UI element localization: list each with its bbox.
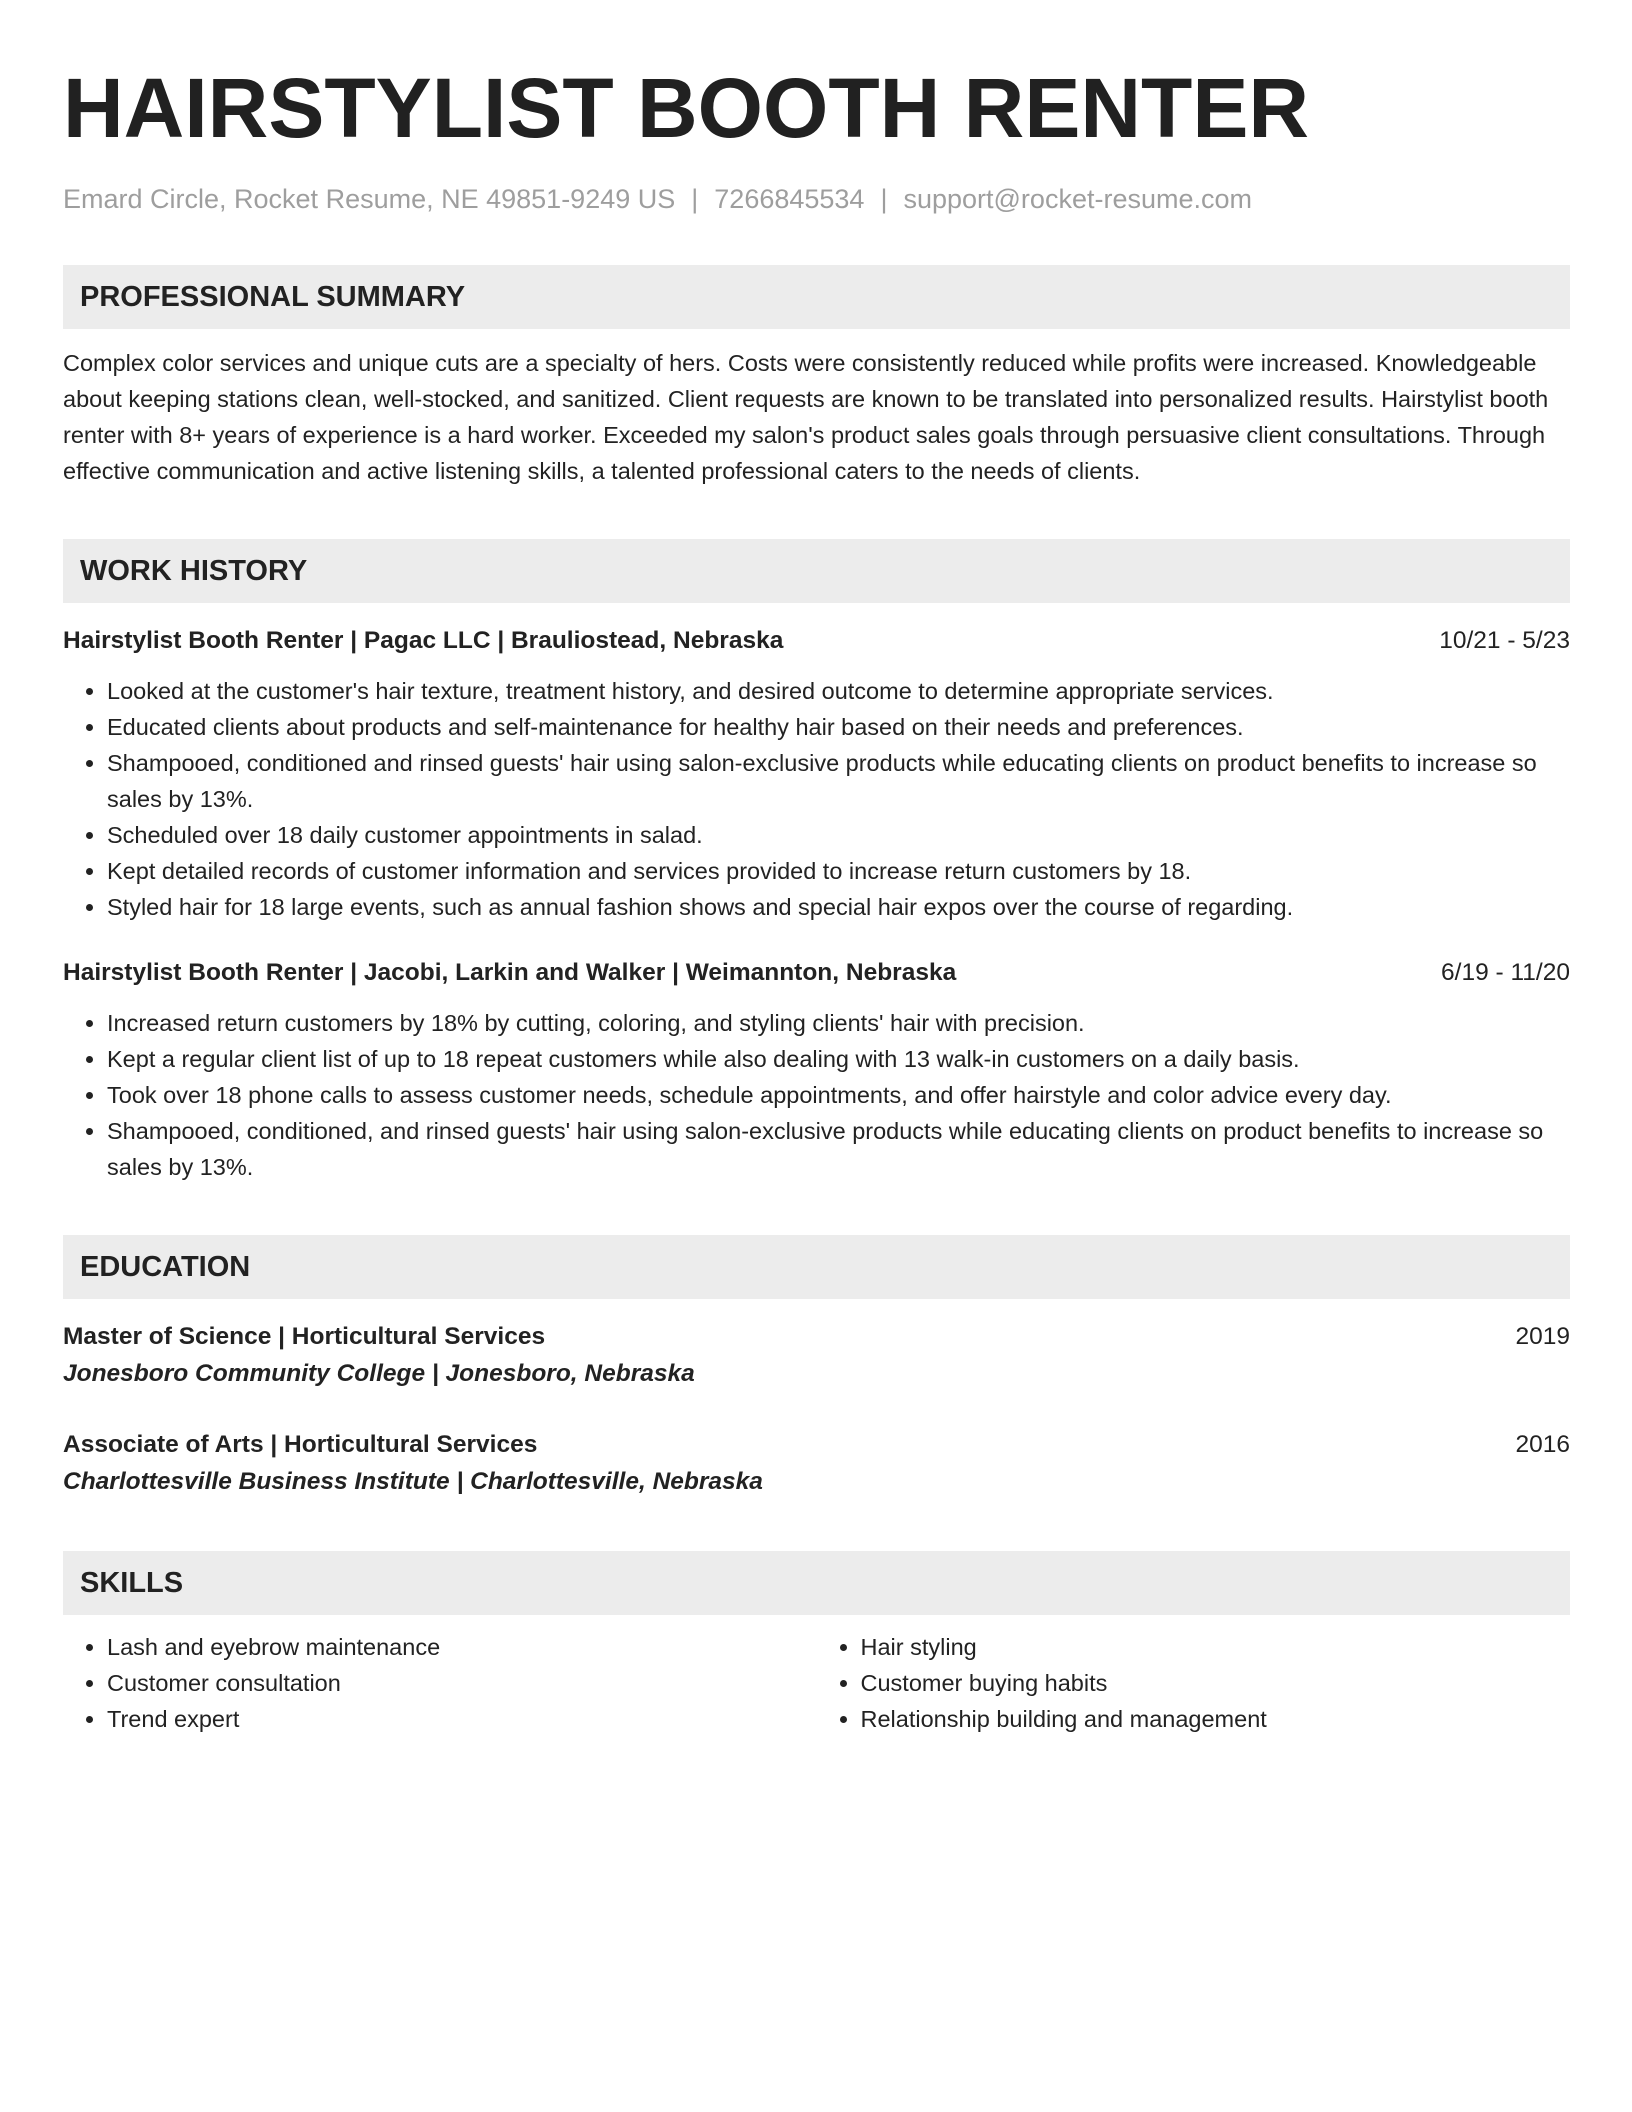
education-entry xyxy=(63,1319,1570,1393)
education-year: 2019 xyxy=(1515,1323,1570,1350)
list-item: • Hair styling xyxy=(861,1629,1571,1665)
job-bullets xyxy=(63,673,1570,925)
contact-phone: 7266845534 xyxy=(714,184,865,214)
list-item: • Styled hair for 18 large events, such as annual fashion shows and special hair expos over the course of regarding. xyxy=(107,889,1570,925)
job-header xyxy=(63,955,1570,991)
candidate-name: HAIRSTYLIST BOOTH RENTER xyxy=(63,61,1310,155)
job-dates: 10/21 - 5/23 xyxy=(1439,627,1570,654)
job-title: Hairstylist Booth Renter | Jacobi, Larkin and Walker | Weimannton, Nebraska xyxy=(63,959,957,986)
list-item: • Looked at the customer's hair texture, treatment history, and desired outcome to determine appropriate services. xyxy=(107,673,1570,709)
education-entry xyxy=(63,1427,1570,1501)
list-item: • Shampooed, conditioned, and rinsed guests' hair using salon-exclusive products while educating clients on product benefits to increase so sales by 13%. xyxy=(107,1113,1570,1185)
education-degree: Associate of Arts | Horticultural Services xyxy=(63,1431,538,1458)
contact-address: Emard Circle, Rocket Resume, NE 49851-9249 US xyxy=(63,184,676,214)
job-header xyxy=(63,623,1570,659)
list-item: • Kept a regular client list of up to 18 repeat customers while also dealing with 13 walk-in customers on a daily basis. xyxy=(107,1041,1570,1077)
section-heading-skills: SKILLS xyxy=(63,1551,1570,1615)
section-heading-work-history: WORK HISTORY xyxy=(63,539,1570,603)
job-dates: 6/19 - 11/20 xyxy=(1441,959,1570,986)
list-item: • Took over 18 phone calls to assess customer needs, schedule appointments, and offer hairstyle and color advice every day. xyxy=(107,1077,1570,1113)
education-school: Charlottesville Business Institute | Charlottesville, Nebraska xyxy=(63,1468,763,1495)
section-heading-summary: PROFESSIONAL SUMMARY xyxy=(63,265,1570,329)
list-item: • Relationship building and management xyxy=(861,1701,1571,1737)
job-bullets xyxy=(63,1005,1570,1185)
list-item: • Educated clients about products and self-maintenance for healthy hair based on their needs and preferences. xyxy=(107,709,1570,745)
list-item: • Increased return customers by 18% by cutting, coloring, and styling clients' hair with precision. xyxy=(107,1005,1570,1041)
list-item: • Customer buying habits xyxy=(861,1665,1571,1701)
education-degree: Master of Science | Horticultural Services xyxy=(63,1323,546,1350)
job-title: Hairstylist Booth Renter | Pagac LLC | Brauliostead, Nebraska xyxy=(63,627,784,654)
contact-email: support@rocket-resume.com xyxy=(903,184,1252,214)
skills-columns xyxy=(63,1629,1570,1737)
education-year: 2016 xyxy=(1515,1431,1570,1458)
list-item: • Trend expert xyxy=(107,1701,817,1737)
list-item: • Kept detailed records of customer information and services provided to increase return customers by 18. xyxy=(107,853,1570,889)
contact-line xyxy=(63,184,1570,215)
contact-separator: | xyxy=(691,184,699,214)
skills-list-right xyxy=(817,1629,1571,1737)
education-header xyxy=(63,1427,1570,1463)
section-heading-education: EDUCATION xyxy=(63,1235,1570,1299)
list-item: • Shampooed, conditioned and rinsed guests' hair using salon-exclusive products while educating clients on product benefits to increase so sales by 13%. xyxy=(107,745,1570,817)
list-item: • Customer consultation xyxy=(107,1665,817,1701)
job-entry xyxy=(63,623,1570,925)
job-entry xyxy=(63,955,1570,1185)
list-item: • Lash and eyebrow maintenance xyxy=(107,1629,817,1665)
contact-separator: | xyxy=(880,184,888,214)
education-school: Jonesboro Community College | Jonesboro, Nebraska xyxy=(63,1360,695,1387)
summary-text: Complex color services and unique cuts are a specialty of hers. Costs were consistently reduced while profits were increased. Knowledgeable about keeping stations clean, well-stocked, and sanitized. Client requests are known to be translated into personalized results. Hairstylist booth renter with 8+ years of experience is a hard worker. Exceeded my salon's product sales goals through persuasive client consultations. Through effective communication and active listening skills, a talented professional caters to the needs of clients. xyxy=(63,350,1549,484)
education-header xyxy=(63,1319,1570,1355)
skills-list-left xyxy=(63,1629,817,1737)
list-item: • Scheduled over 18 daily customer appointments in salad. xyxy=(107,817,1570,853)
